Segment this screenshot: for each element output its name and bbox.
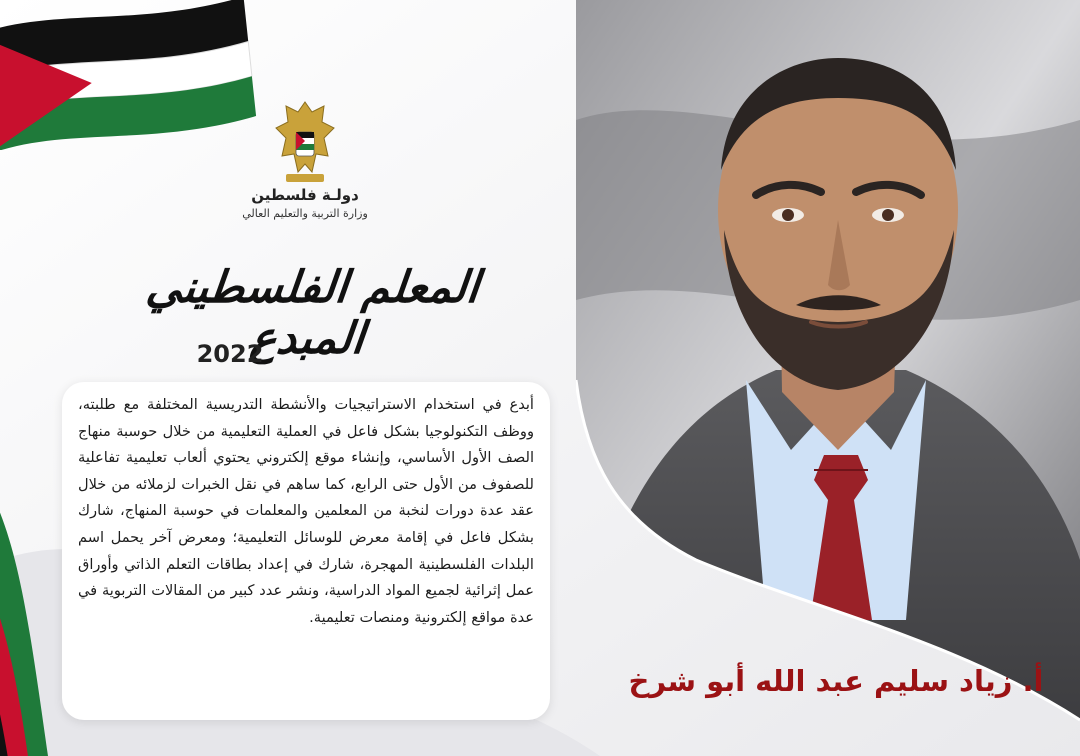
eagle-emblem-icon <box>272 98 338 190</box>
teacher-name: أ. زياد سليم عبد الله أبو شرخ <box>628 664 1044 698</box>
teacher-photo <box>576 0 1080 756</box>
page-title: المعلم الفلسطيني المبدع <box>143 262 482 364</box>
palestine-flag-icon <box>0 0 270 150</box>
ministry-name: وزارة التربية والتعليم العالي <box>242 207 368 220</box>
biography-text: أبدع في استخدام الاستراتيجيات والأنشطة التدريسية المختلفة مع طلبته، ووظف التكنولوجيا بشكل فاعل في العملية التعليمية من خلال حوسبة منهاج الصف الأول الأساسي، وإنشاء موقع إلكتروني يحتوي ألعاب تعليمية تفاعلية للصفوف من الأول حتى الرابع، كما ساهم في نقل الخبرات لزملائه من خلال عقد عدة دورات لنخبة من المعلمين والمعلمات في حوسبة المنهاج، شارك بشكل فاعل في إقامة معرض للوسائل التعليمية؛ ومعرض آخر يحمل اسم البلدات الفلسطينية المهجرة، شارك في إعداد بطاقات التعلم الذاتي وأوراق عمل إثرائية لجميع المواد الدراسية، ونشر عدد كبير من المقالات التربوية في عدة مواقع إلكترونية ومنصات تعليمية. <box>78 396 534 626</box>
title-year: 2022 <box>196 340 264 368</box>
biography-card <box>62 382 550 720</box>
state-name: دولـة فلسطين <box>251 186 359 204</box>
